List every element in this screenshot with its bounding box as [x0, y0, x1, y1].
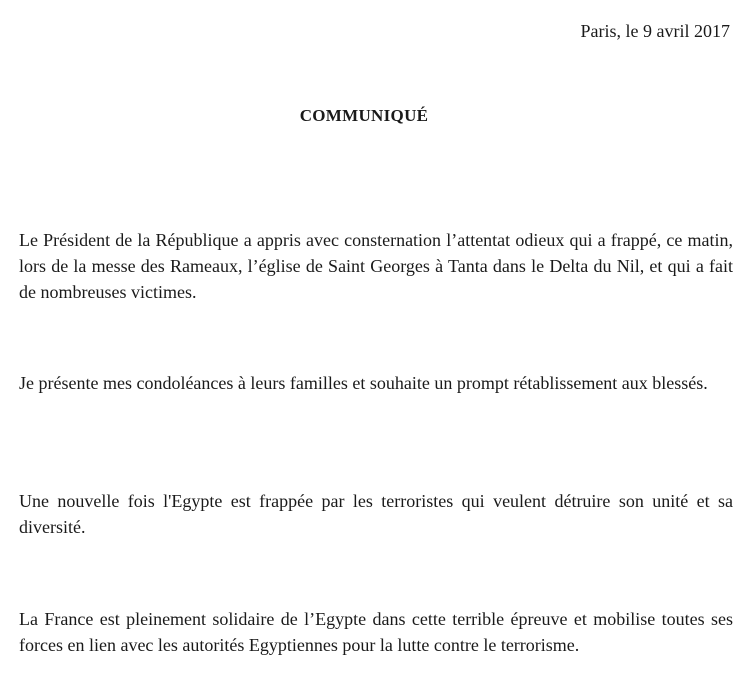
paragraph-1: Le Président de la République a appris avec consternation l’attentat odieux qui a frappé, ce matin, lors de la messe des Rameaux, l’église de Saint Georges à Tanta dans le Delta du Nil, et qui a fait de nombreuses victimes.	[19, 230, 733, 302]
document-title: COMMUNIQUÉ	[299, 106, 429, 125]
paragraph-4: La France est pleinement solidaire de l’Egypte dans cette terrible épreuve et mobilise toutes ses forces en lien avec les autorités Egyptiennes pour la lutte contre le terrorisme.	[19, 609, 733, 655]
paragraph-3: Une nouvelle fois l'Egypte est frappée par les terroristes qui veulent détruire son unité et sa diversité.	[19, 491, 733, 537]
paragraph-2: Je présente mes condoléances à leurs familles et souhaite un prompt rétablissement aux blessés.	[19, 373, 708, 393]
dateline: Paris, le 9 avril 2017	[580, 21, 730, 41]
